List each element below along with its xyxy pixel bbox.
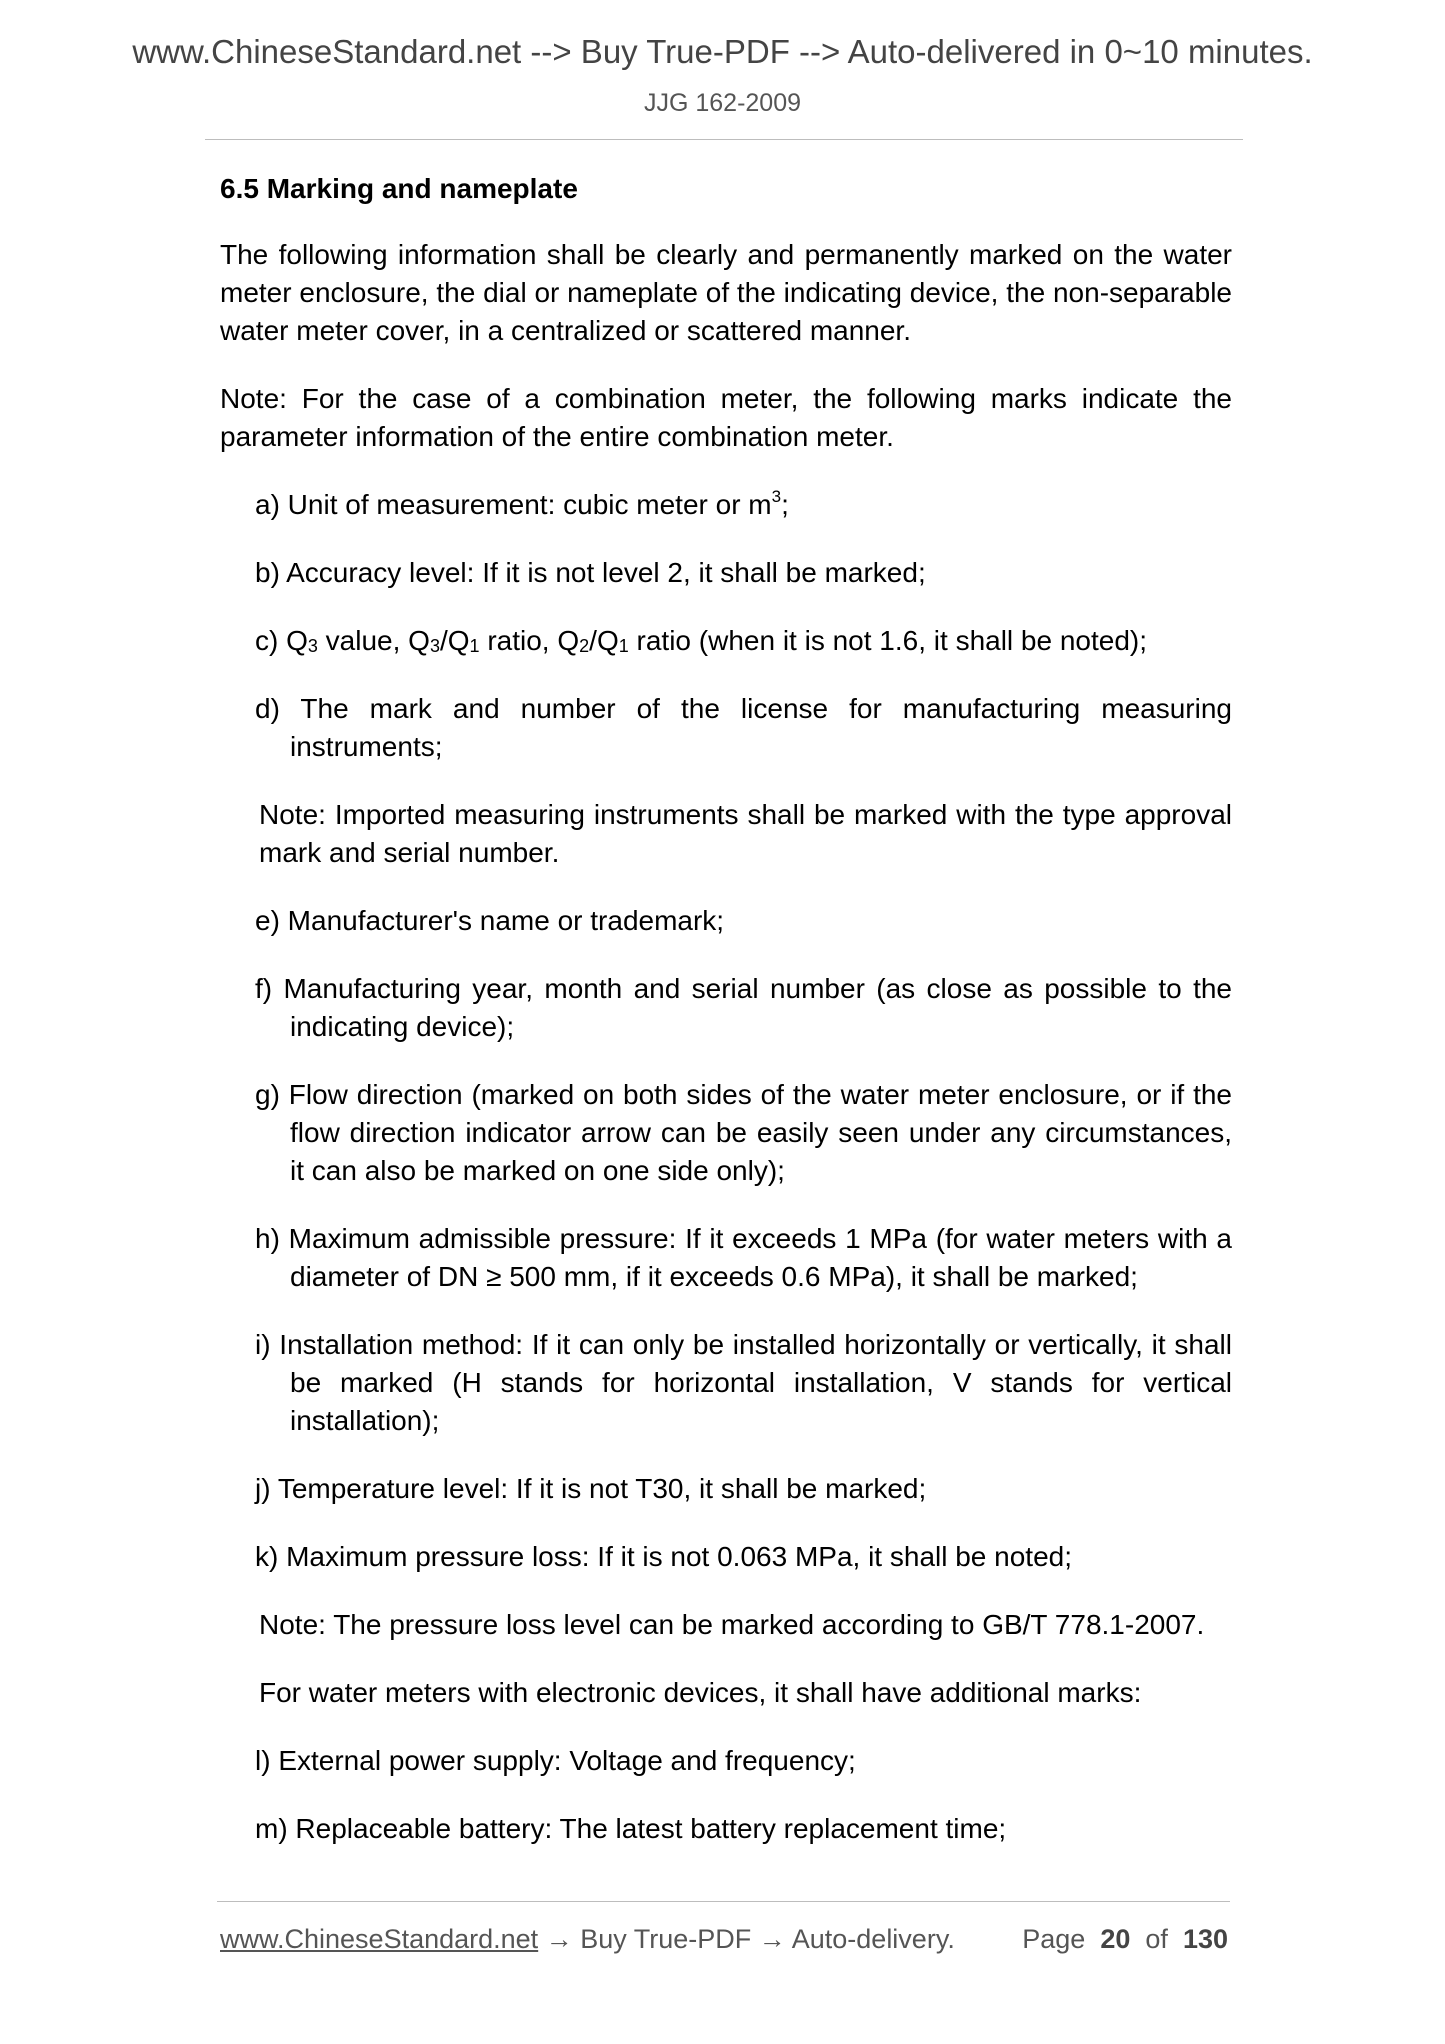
footer-tagline: → Buy True-PDF → Auto-delivery. — [538, 1924, 955, 1954]
item-a-end: ; — [781, 489, 789, 520]
list-item-d: d) The mark and number of the license for manufacturing measuring instruments; — [255, 693, 1232, 762]
list-item-g: g) Flow direction (marked on both sides of the water meter enclosure, or if the flow direction indicator arrow can be easily seen under any circumstances, it can also be marked on one side only); — [255, 1079, 1232, 1186]
list-item-c — [255, 622, 1232, 660]
item-c-part: c) Q — [255, 625, 308, 656]
list-item-a — [255, 486, 1232, 524]
item-c-sub: 1 — [618, 636, 629, 656]
doc-number: JJG 162-2009 — [643, 89, 802, 117]
list-item-e: e) Manufacturer's name or trademark; — [255, 905, 725, 936]
item-c-part: /Q — [589, 625, 619, 656]
section-title: 6.5 Marking and nameplate — [220, 173, 578, 204]
page-indicator — [1022, 1922, 1228, 1956]
item-c-sub: 1 — [469, 636, 480, 656]
list-item-l: l) External power supply: Voltage and frequency; — [255, 1745, 856, 1776]
item-c-part: value, Q — [317, 625, 430, 656]
item-c-sub: 3 — [307, 636, 318, 656]
item-c-sub: 2 — [579, 636, 590, 656]
item-a-text: a) Unit of measurement: cubic meter or m — [255, 489, 772, 520]
page-footer — [220, 1922, 1232, 1956]
list-item-j: j) Temperature level: If it is not T30, it shall be marked; — [255, 1473, 927, 1504]
footer-site-link[interactable]: www.ChineseStandard.net — [220, 1924, 539, 1954]
list-item-f: f) Manufacturing year, month and serial number (as close as possible to the indicating device); — [255, 973, 1232, 1042]
electronic-devices-intro: For water meters with electronic devices, it shall have additional marks: — [259, 1677, 1142, 1708]
item-c-part: ratio (when it is not 1.6, it shall be noted); — [628, 625, 1148, 656]
list-item-i: i) Installation method: If it can only be installed horizontally or vertically, it shall be marked (H stands for horizontal installation, V stands for vertical installation); — [255, 1329, 1232, 1436]
combination-note: Note: For the case of a combination meter, the following marks indicate the parameter information of the entire combination meter. — [220, 383, 1232, 452]
page-of: of — [1145, 1924, 1168, 1954]
header-banner: www.ChineseStandard.net --> Buy True-PDF --> Auto-delivered in 0~10 minutes. — [132, 33, 1313, 70]
page-number: 20 — [1100, 1924, 1131, 1954]
note-imported-instruments: Note: Imported measuring instruments shall be marked with the type approval mark and serial number. — [259, 799, 1232, 868]
list-item-k: k) Maximum pressure loss: If it is not 0.063 MPa, it shall be noted; — [255, 1541, 1073, 1572]
item-a-superscript: 3 — [771, 486, 782, 506]
page-content — [220, 170, 1232, 1878]
page-total: 130 — [1182, 1924, 1228, 1954]
intro-paragraph: The following information shall be clearly and permanently marked on the water meter enclosure, the dial or nameplate of the indicating device, the non-separable water meter cover, in a centralized or scattered manner. — [220, 239, 1232, 346]
item-c-part: /Q — [439, 625, 470, 656]
item-c-part: ratio, Q — [479, 625, 580, 656]
page-label: Page — [1022, 1924, 1086, 1954]
note-pressure-loss: Note: The pressure loss level can be marked according to GB/T 778.1-2007. — [259, 1609, 1205, 1640]
header-divider — [205, 139, 1243, 140]
footer-divider — [217, 1901, 1230, 1902]
list-item-m: m) Replaceable battery: The latest battery replacement time; — [255, 1813, 1007, 1844]
item-c-sub: 3 — [429, 636, 440, 656]
list-item-h: h) Maximum admissible pressure: If it exceeds 1 MPa (for water meters with a diameter of DN ≥ 500 mm, if it exceeds 0.6 MPa), it shall be marked; — [255, 1223, 1232, 1292]
list-item-b: b) Accuracy level: If it is not level 2, it shall be marked; — [255, 557, 926, 588]
